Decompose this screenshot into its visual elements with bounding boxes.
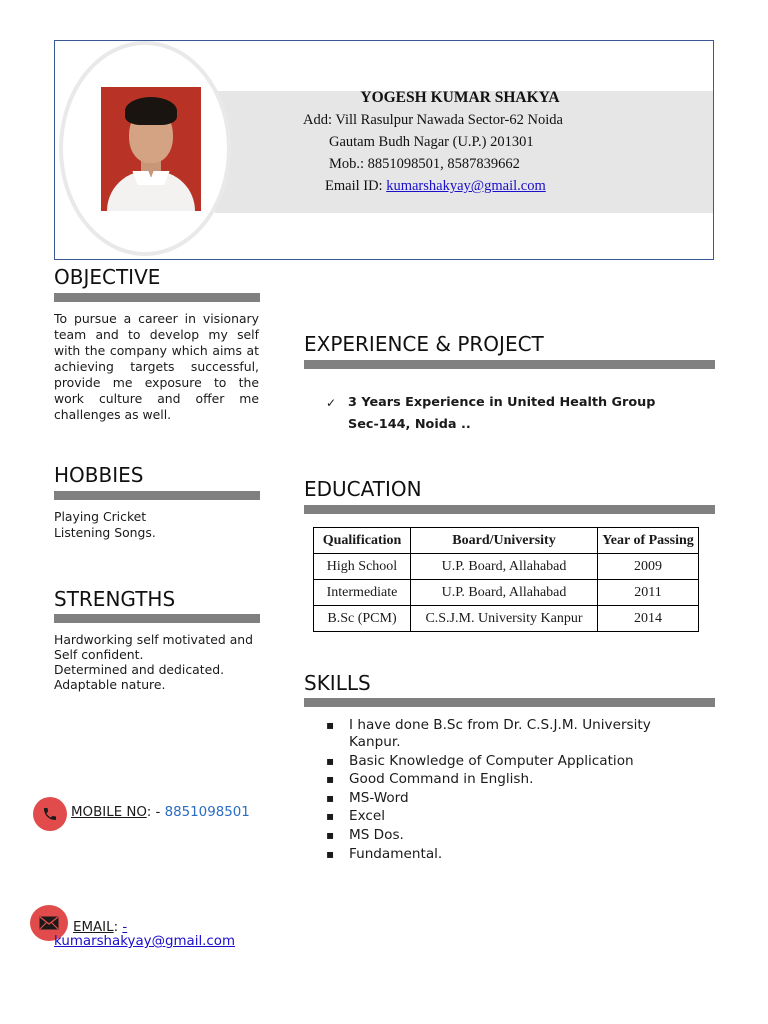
bullet-icon: ▪ <box>326 753 335 768</box>
strength-item: Determined and dedicated. <box>54 662 225 677</box>
table-row <box>314 554 699 580</box>
table-row <box>314 606 699 632</box>
column-header: Year of Passing <box>598 528 699 554</box>
contact-block <box>285 87 595 197</box>
skills-list <box>326 717 686 864</box>
table-header-row <box>314 528 699 554</box>
skill-text: Excel <box>349 808 386 825</box>
footer-email-label <box>73 920 127 935</box>
skills-bar <box>304 698 715 707</box>
list-item <box>326 717 686 751</box>
skill-text: I have done B.Sc from Dr. C.S.J.M. University Kanpur. <box>349 717 651 750</box>
photo-frame <box>59 41 231 256</box>
table-row <box>314 580 699 606</box>
skill-text: Good Command in English. <box>349 771 534 788</box>
address-line-2: Gautam Budh Nagar (U.P.) 201301 <box>329 134 534 150</box>
checkmark-icon: ✓ <box>326 396 337 410</box>
email-label: EMAIL <box>73 920 114 935</box>
profile-photo <box>101 87 201 211</box>
strength-item: Adaptable nature. <box>54 677 166 692</box>
list-item <box>326 753 686 770</box>
list-item <box>326 808 686 825</box>
strengths-list <box>54 632 259 692</box>
email-label: Email ID: <box>325 178 387 194</box>
strength-item: Hardworking self motivated and Self confident. <box>54 632 254 662</box>
objective-title: OBJECTIVE <box>54 265 161 289</box>
objective-bar <box>54 293 260 302</box>
column-header: Qualification <box>314 528 411 554</box>
education-table <box>313 527 699 632</box>
experience-title: EXPERIENCE & PROJECT <box>304 332 544 356</box>
table-cell: C.S.J.M. University Kanpur <box>411 606 598 632</box>
skill-text: Fundamental. <box>349 845 443 862</box>
email-dash[interactable]: - <box>122 920 128 935</box>
education-title: EDUCATION <box>304 477 422 501</box>
footer-mobile <box>71 805 250 820</box>
table-cell: 2014 <box>598 606 699 632</box>
mobile-number[interactable]: 8851098501 <box>164 805 250 820</box>
hobby-item: Listening Songs. <box>54 525 156 540</box>
table-cell: U.P. Board, Allahabad <box>411 554 598 580</box>
mobile-separator: : - <box>146 805 165 820</box>
list-item <box>326 846 686 863</box>
bullet-icon: ▪ <box>326 809 335 824</box>
mobile-numbers: Mob.: 8851098501, 8587839662 <box>329 156 520 172</box>
objective-text: To pursue a career in visionary team and to develop my self with the company which aims at achieving targets successful, provide me exposure to the work culture and offer me challenges as well. <box>54 311 259 422</box>
experience-bar <box>304 360 715 369</box>
skill-text: Basic Knowledge of Computer Application <box>349 752 634 769</box>
strengths-title: STRENGTHS <box>54 587 176 611</box>
resume-header <box>54 40 714 260</box>
table-cell: 2011 <box>598 580 699 606</box>
mobile-label: MOBILE NO <box>71 805 147 820</box>
list-item <box>326 790 686 807</box>
hobby-item: Playing Cricket <box>54 509 147 524</box>
address-line-1: Add: Vill Rasulpur Nawada Sector-62 Noida <box>303 112 563 128</box>
table-cell: B.Sc (PCM) <box>314 606 411 632</box>
column-header: Board/University <box>411 528 598 554</box>
email-link[interactable]: kumarshakyay@gmail.com <box>386 178 546 194</box>
bullet-icon: ▪ <box>326 846 335 861</box>
experience-item <box>326 392 686 436</box>
education-bar <box>304 505 715 514</box>
experience-line-1: 3 Years Experience in United Health Group <box>348 395 656 410</box>
skill-text: MS-Word <box>349 789 409 806</box>
hobbies-list <box>54 509 259 541</box>
table-cell: High School <box>314 554 411 580</box>
candidate-name: YOGESH KUMAR SHAKYA <box>360 89 560 106</box>
footer-email-link[interactable]: kumarshakyay@gmail.com <box>54 934 236 949</box>
list-item <box>326 827 686 844</box>
bullet-icon: ▪ <box>326 827 335 842</box>
list-item <box>326 771 686 788</box>
skill-text: MS Dos. <box>349 826 404 843</box>
hobbies-bar <box>54 491 260 500</box>
strengths-bar <box>54 614 260 623</box>
experience-line-2: Sec-144, Noida .. <box>348 417 471 432</box>
table-cell: U.P. Board, Allahabad <box>411 580 598 606</box>
bullet-icon: ▪ <box>326 772 335 787</box>
bullet-icon: ▪ <box>326 790 335 805</box>
email-line <box>285 175 595 197</box>
table-cell: Intermediate <box>314 580 411 606</box>
bullet-icon: ▪ <box>326 718 335 732</box>
hobbies-title: HOBBIES <box>54 463 144 487</box>
phone-icon <box>33 797 67 831</box>
table-cell: 2009 <box>598 554 699 580</box>
email-separator: : <box>113 920 123 935</box>
skills-title: SKILLS <box>304 671 371 695</box>
